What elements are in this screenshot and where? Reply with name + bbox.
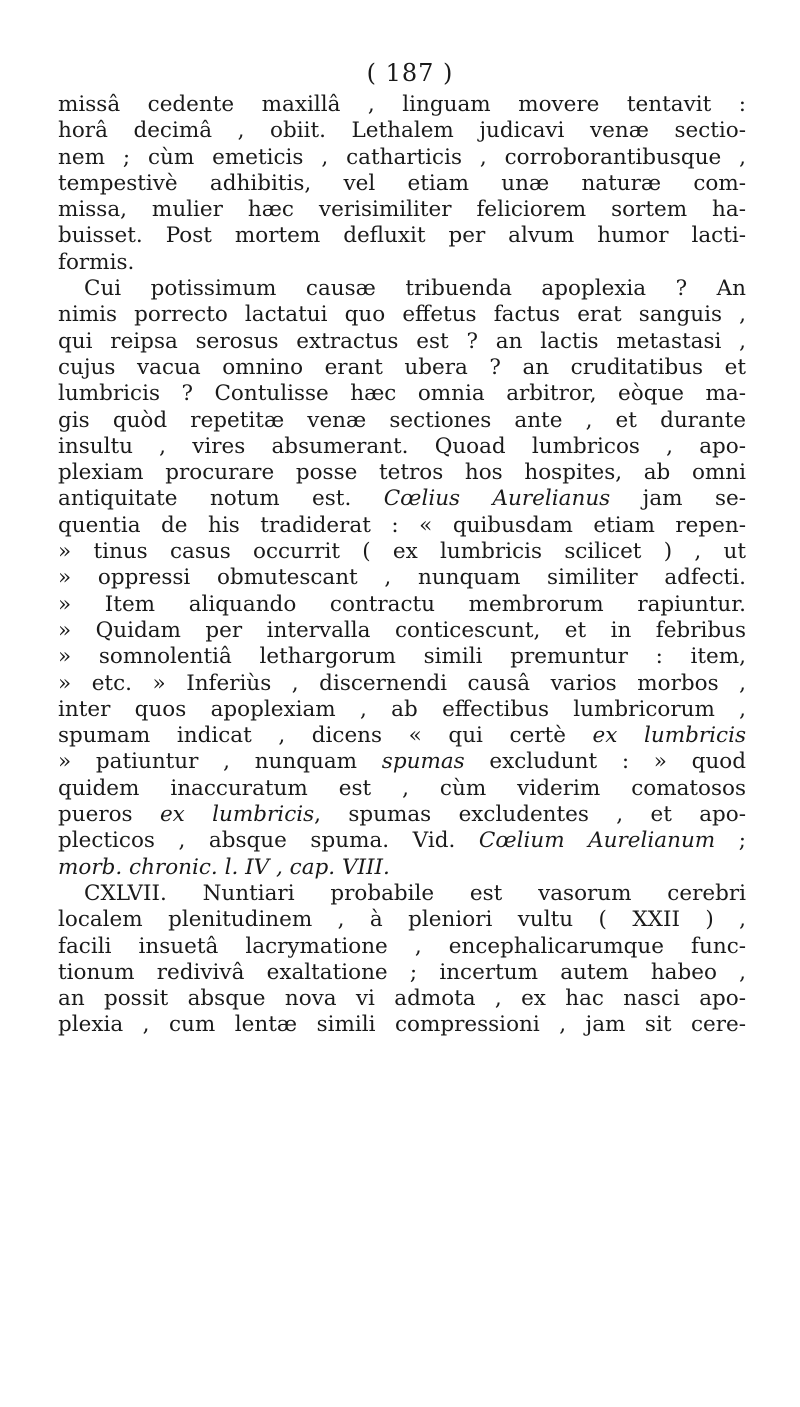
text-line	[58, 934, 746, 960]
text-line	[58, 802, 746, 828]
text-line	[58, 539, 746, 565]
text-segment: » Quidam per intervalla conticescunt, et in febribus	[58, 617, 746, 643]
text-segment: jam se-	[610, 486, 746, 512]
text-line	[58, 776, 746, 802]
text-segment: spumam indicat , dicens « qui certè	[58, 723, 593, 749]
text-segment: localem plenitudinem , à pleniori vultu ( XXII ) ,	[58, 907, 746, 933]
text-segment: buisset. Post mortem defluxit per alvum humor lacti-	[58, 223, 746, 249]
text-segment: plexia , cum lentæ simili compressioni , jam sit cere-	[58, 1012, 746, 1038]
text-line	[58, 828, 746, 854]
text-segment: missâ cedente maxillâ , linguam movere tentavit :	[58, 92, 746, 117]
text-line	[58, 644, 746, 670]
text-line	[58, 197, 746, 223]
text-line	[58, 302, 746, 328]
text-segment: horâ decimâ , obiit. Lethalem judicavi venæ sectio-	[58, 118, 746, 144]
text-segment: quidem inaccuratum est , cùm viderim comatosos	[58, 775, 746, 801]
text-segment: gis quòd repetitæ venæ sectiones ante , et durante	[58, 407, 746, 433]
text-line	[58, 749, 746, 775]
text-line	[58, 671, 746, 697]
text-line	[58, 460, 746, 486]
text-line	[58, 960, 746, 986]
text-line	[58, 329, 746, 355]
text-line	[58, 1012, 746, 1038]
text-segment: » tinus casus occurrit ( ex lumbricis scilicet ) , ut	[58, 539, 746, 565]
italic-text: ex lumbricis	[592, 723, 746, 749]
body-text	[58, 92, 746, 1039]
text-segment: Cui potissimum causæ tribuenda apoplexia ? An	[84, 276, 746, 302]
text-line	[58, 565, 746, 591]
text-segment: pueros	[58, 802, 160, 828]
text-line	[58, 171, 746, 197]
text-line	[58, 881, 746, 907]
text-segment: plecticos , absque spuma. Vid.	[58, 828, 479, 854]
text-segment: CXLVII. Nuntiari probabile est vasorum cerebri	[84, 880, 746, 906]
text-line	[58, 250, 746, 276]
document-page	[58, 58, 746, 1039]
text-segment: excludunt : » quod	[464, 749, 746, 775]
text-line	[58, 486, 746, 512]
italic-text: spumas	[381, 749, 465, 775]
text-line	[58, 697, 746, 723]
text-segment: facili insuetâ lacrymatione , encephalicarumque func-	[58, 933, 746, 959]
text-line	[58, 907, 746, 933]
text-segment: cujus vacua omnino erant ubera ? an cruditatibus et	[58, 354, 746, 380]
text-segment: lumbricis ? Contulisse hæc omnia arbitror, eòque ma-	[58, 381, 746, 407]
text-segment: qui reipsa serosus extractus est ? an lactis metastasi ,	[58, 328, 746, 354]
text-segment: insultu , vires absumerant. Quoad lumbricos , apo-	[58, 433, 746, 459]
page-number: ( 187 )	[366, 59, 454, 87]
text-segment: » oppressi obmutescant , nunquam similiter adfecti.	[58, 565, 746, 591]
text-line	[58, 118, 746, 144]
text-segment: » patiuntur , nunquam	[58, 749, 382, 775]
italic-text: morb. chronic. l. IV , cap. VIII.	[58, 854, 390, 880]
text-segment: formis.	[58, 249, 135, 275]
text-line	[58, 513, 746, 539]
text-line	[58, 723, 746, 749]
italic-text: Cœlius Aurelianus	[383, 486, 611, 512]
text-segment: plexiam procurare posse tetros hos hospites, ab omni	[58, 460, 746, 486]
text-line	[58, 855, 746, 881]
text-segment: an possit absque nova vi admota , ex hac nasci apo-	[58, 986, 746, 1012]
text-line	[58, 223, 746, 249]
text-segment: » somnolentiâ lethargorum simili premuntur : item,	[58, 644, 746, 670]
text-segment: nem ; cùm emeticis , catharticis , corroborantibusque ,	[58, 144, 746, 170]
text-segment: nimis porrecto lactatui quo effetus factus erat sanguis ,	[58, 302, 746, 328]
text-segment: ;	[715, 828, 746, 854]
text-segment: missa, mulier hæc verisimiliter feliciorem sortem ha-	[58, 197, 746, 223]
text-line	[58, 408, 746, 434]
text-line	[58, 145, 746, 171]
text-line	[58, 986, 746, 1012]
text-segment: » etc. » Inferiùs , discernendi causâ varios morbos ,	[58, 670, 746, 696]
text-segment: » Item aliquando contractu membrorum rapiuntur.	[58, 591, 746, 617]
text-line	[58, 381, 746, 407]
text-segment: inter quos apoplexiam , ab effectibus lumbricorum ,	[58, 696, 746, 722]
text-line	[58, 276, 746, 302]
text-segment: , spumas excludentes , et apo-	[314, 802, 746, 828]
text-segment: quentia de his tradiderat : « quibusdam etiam repen-	[58, 512, 746, 538]
text-segment: tionum redivivâ exaltatione ; incertum autem habeo ,	[58, 959, 746, 985]
text-line	[58, 618, 746, 644]
text-line	[58, 592, 746, 618]
italic-text: ex lumbricis	[159, 802, 315, 828]
text-line	[58, 92, 746, 118]
text-line	[58, 355, 746, 381]
text-segment: antiquitate notum est.	[58, 486, 384, 512]
italic-text: Cœlium Aurelianum	[478, 828, 716, 854]
text-segment: tempestivè adhibitis, vel etiam unæ naturæ com-	[58, 170, 746, 196]
text-line	[58, 434, 746, 460]
